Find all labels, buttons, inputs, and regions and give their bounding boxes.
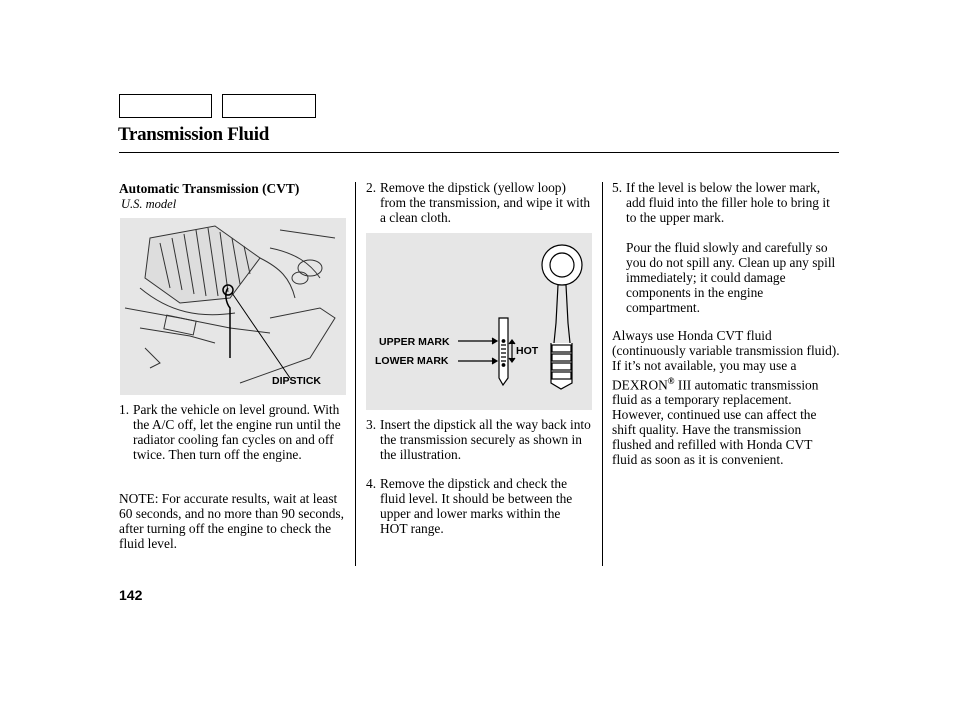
step-2-number: 2. (366, 180, 377, 195)
section-heading: Automatic Transmission (CVT) (119, 181, 300, 196)
pour-paragraph: Pour the fluid slowly and carefully so you do not spill any. Clean up any spill immediately; it could damage components in the engine compartment. (626, 240, 836, 315)
fluid-text-b: III automatic transmission fluid as a temporary replacement. However, continued use can affect the shift quality. Have the transmission flushed and refilled with Honda CVT fluid as soon as it is convenient. (612, 377, 819, 467)
column-divider-1 (355, 182, 356, 566)
step-4 (366, 477, 586, 537)
nav-tab-box-1[interactable] (119, 94, 212, 118)
engine-illustration (120, 218, 346, 395)
step-3-number: 3. (366, 417, 377, 432)
dipstick-illustration (366, 233, 592, 410)
step-4-number: 4. (366, 476, 377, 491)
fluid-paragraph (612, 329, 840, 468)
step-3-text: Insert the dipstick all the way back into the transmission securely as shown in the illustration. (380, 417, 591, 462)
dipstick-figure (366, 233, 592, 410)
step-1 (119, 403, 345, 463)
column-divider-2 (602, 182, 603, 566)
title-rule (119, 152, 839, 153)
step-1-text: Park the vehicle on level ground. With the A/C off, let the engine run until the radiator cooling fan cycles on and off twice. Then turn off the engine. (133, 402, 341, 462)
nav-tab-box-2[interactable] (222, 94, 316, 118)
step-5 (612, 181, 838, 226)
registered-mark: ® (667, 375, 675, 386)
engine-figure (120, 218, 346, 395)
page-title: Transmission Fluid (118, 124, 270, 145)
page-number: 142 (119, 587, 143, 603)
model-note: U.S. model (121, 197, 177, 211)
step-5-number: 5. (612, 180, 623, 195)
dipstick-label: DIPSTICK (272, 375, 322, 387)
step-3 (366, 418, 592, 463)
step-4-text: Remove the dipstick and check the fluid level. It should be between the upper and lower marks within the HOT range. (380, 476, 573, 536)
fluid-text-a: Always use Honda CVT fluid (continuously variable transmission fluid). If it’s not available, you may use a DEXRON (612, 328, 840, 393)
step-2-text: Remove the dipstick (yellow loop) from the transmission, and wipe it with a clean cloth. (380, 180, 591, 225)
hot-label: HOT (516, 345, 539, 357)
step-5-text: If the level is below the lower mark, add fluid into the filler hole to bring it to the upper mark. (626, 180, 830, 225)
lower-mark-label: LOWER MARK (375, 355, 449, 367)
upper-mark-label: UPPER MARK (379, 336, 450, 348)
step-1-number: 1. (119, 402, 130, 417)
step-2 (366, 181, 592, 226)
note-paragraph: NOTE: For accurate results, wait at least 60 seconds, and no more than 90 seconds, after turning off the engine to check the fluid level. (119, 491, 344, 551)
